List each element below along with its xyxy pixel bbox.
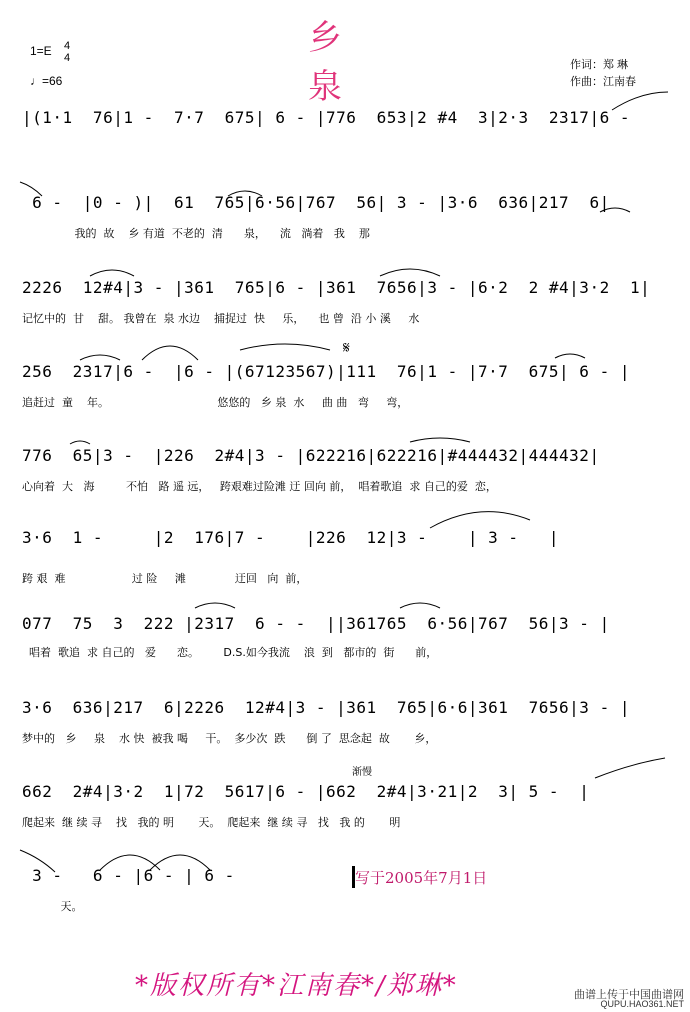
slur bbox=[90, 270, 134, 276]
lyrics-line: 天。 bbox=[22, 900, 83, 913]
slur bbox=[142, 346, 198, 360]
date-note: 写于2005年7月1日 bbox=[355, 869, 488, 887]
composer-credit: 作曲：江南春 bbox=[570, 76, 636, 88]
tempo-change-mark: 渐慢 bbox=[352, 767, 372, 778]
notation-line: 3 - 6 - |6 - | 6 - bbox=[22, 866, 256, 885]
notation-line: 3·6 636|217 6|2226 12#4|3 - |361 765|6·6|361 7656|3 - | bbox=[22, 698, 630, 717]
meter-top: 4 bbox=[64, 40, 71, 52]
lyrics-line: 追赶过 童 年。 悠悠的 乡 泉 水 曲 曲 弯 弯， bbox=[22, 396, 409, 409]
slur bbox=[80, 355, 120, 360]
segno-mark: 𝄋 bbox=[343, 338, 350, 357]
slur bbox=[430, 512, 530, 528]
lyrics-line: 唱着 歌追 求 自己的 爱 恋。 D.S.如今我流 浪 到 都市的 街 前， bbox=[22, 646, 438, 659]
notation-line: |(1·1 76|1 - 7·7 675| 6 - |776 653|2 #4 3|2·3 2317|6 - bbox=[22, 108, 630, 127]
lyricist-credit: 作词：郑 琳 bbox=[570, 59, 629, 71]
copyright-line: *版权所有*江南春*/郑琳* bbox=[135, 971, 458, 1001]
lyrics-line: 跨 艰 难 过 险 滩 迂回 向 前， bbox=[22, 572, 308, 585]
notation-line: 776 65|3 - |226 2#4|3 - |622216|622216|#444432|444432| bbox=[22, 446, 600, 465]
notation-line: 077 75 3 222 |2317 6 - - ||361765 6·56|767 56|3 - | bbox=[22, 614, 610, 633]
slur bbox=[195, 603, 235, 608]
lyrics-line: 爬起来 继 续 寻 找 我的 明 天。 爬起来 继 续 寻 找 我 的 明 bbox=[22, 816, 401, 829]
notation-line: 2226 12#4|3 - |361 765|6 - |361 7656|3 - |6·2 2 #4|3·2 1| bbox=[22, 278, 651, 297]
slur bbox=[70, 441, 90, 444]
notation-line: 256 2317|6 - |6 - |(67123567)|111 76|1 - |7·7 675| 6 - | bbox=[22, 362, 630, 381]
key-signature: 1=E bbox=[30, 44, 52, 58]
slur bbox=[595, 758, 665, 778]
notation-line: 3·6 1 - |2 176|7 - |226 12|3 - | 3 - | bbox=[22, 528, 560, 547]
slur bbox=[410, 438, 470, 442]
slur bbox=[400, 603, 440, 608]
notation-line: 6 - |0 - )| 61 765|6·56|767 56| 3 - |3·6 636|217 6| bbox=[22, 193, 610, 212]
time-signature bbox=[64, 40, 70, 64]
slur bbox=[380, 269, 440, 276]
footer-site-name: 曲谱上传于中国曲谱网 bbox=[574, 989, 684, 1001]
meter-bottom: 4 bbox=[64, 52, 71, 64]
slur bbox=[555, 354, 585, 358]
lyrics-line: 记忆中的 甘 甜。 我曾在 泉 水边 捕捉过 快 乐， 也 曾 沿 小 溪 水 bbox=[22, 312, 420, 325]
song-title: 乡 泉 bbox=[308, 18, 382, 107]
lyrics-line: 心向着 大 海 不怕 路 遥 远， 跨艰难过险滩 迂 回向 前， 唱着歌追 求 自己的爱 恋， bbox=[22, 480, 497, 493]
lyrics-line: 梦中的 乡 泉 水 快 被我 喝 干。 多少次 跌 倒 了 思念起 故 乡， bbox=[22, 732, 437, 745]
notation-line: 662 2#4|3·2 1|72 5617|6 - |662 2#4|3·21|2 3| 5 - | bbox=[22, 782, 590, 801]
lyrics-line: 我的 故 乡 有道 不老的 清 泉， 流 淌着 我 那 bbox=[22, 227, 370, 240]
footer-site-url: QUPU.HAO361.NET bbox=[600, 999, 684, 1009]
slur bbox=[240, 344, 330, 350]
tempo-mark: ♩=66 bbox=[30, 74, 63, 88]
